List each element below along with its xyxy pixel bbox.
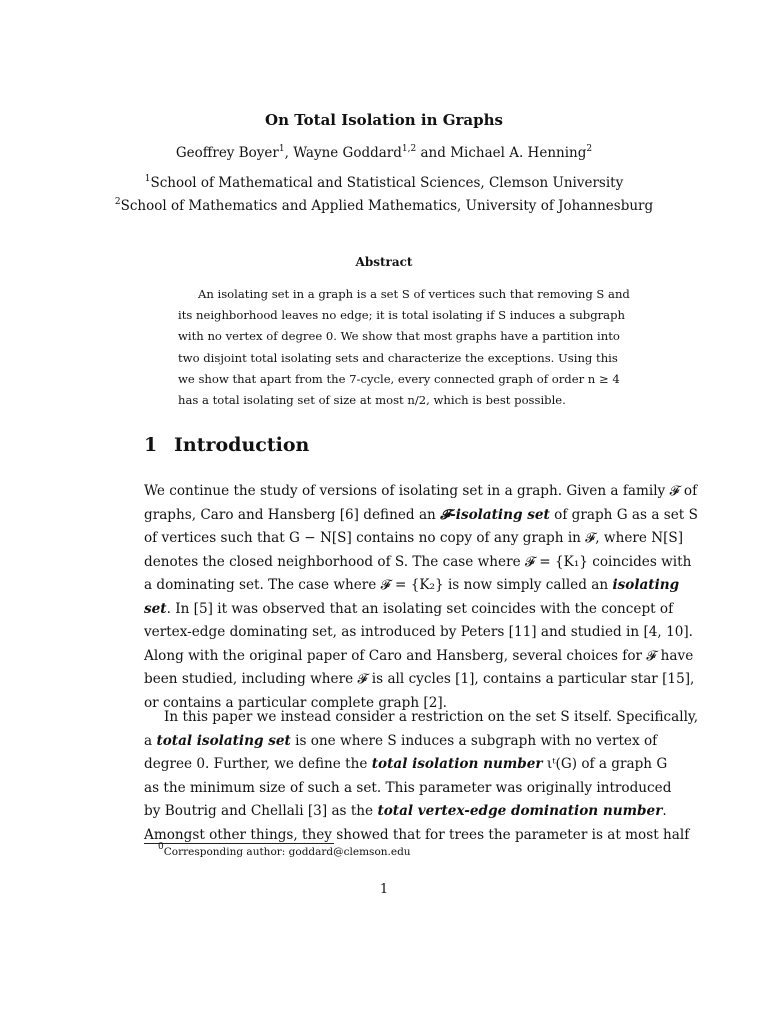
abstract-line: its neighborhood leaves no edge; it is total isolating if S induces a subgraph <box>178 308 625 323</box>
term-total-vertex-edge-domination-number: total vertex-edge domination number <box>377 803 663 819</box>
footnote-rule <box>144 843 334 844</box>
abstract-line: two disjoint total isolating sets and characterize the exceptions. Using this <box>178 350 618 365</box>
author-name: Michael A. Henning <box>450 145 587 161</box>
section-title: Introduction <box>174 434 310 456</box>
page-number: 1 <box>379 882 389 897</box>
author-name: Geoffrey Boyer <box>175 145 279 161</box>
term-total-isolating-set: total isolating set <box>156 732 291 749</box>
abstract-line: has a total isolating set of size at most n/2, which is best possible. <box>178 393 566 408</box>
section-number: 1 <box>144 434 158 456</box>
paper-title: On Total Isolation in Graphs <box>265 111 503 129</box>
affiliation-2: $^2$School of Mathematics and Applied Mathematics, University of Johannesburg <box>114 197 654 214</box>
abstract-line: An isolating set in a graph is a set S of vertices such that removing S and <box>198 287 630 301</box>
affiliation-1: $^1$School of Mathematical and Statistical Sciences, Clemson University <box>144 174 624 191</box>
author-affil-mark: 2 <box>586 144 593 154</box>
abstract-line: we show that apart from the 7-cycle, every connected graph of order n ≥ 4 <box>178 371 620 386</box>
intro-paragraph-1: We continue the study of versions of isolating set in a graph. Given a family 𝓕 of graphs, Caro and Hansberg [6] defined an 𝓕-isolating set of graph G as a set S of vertices such that G − N[S] contains no copy of any graph in 𝓕, where N[S] denotes the closed neighborhood of S. The case where 𝓕 = {K₁} coincides with a dominating set. The case where 𝓕 = {K₂} is now simply called an isolating set. In [5] it was observed that an isolating set coincides with the concept of vertex-edge dominating set, as introduced by Peters [11] and studied in [4, 10]. Along with the original paper of Caro and Hansberg, several choices for 𝓕 have been studied, including where 𝓕 is all cycles [1], contains a particular star [15], or contains a particular complete graph [2]. <box>144 483 698 711</box>
abstract-line: with no vertex of degree 0. We show that most graphs have a partition into <box>178 329 620 344</box>
footnote: $^0$Corresponding author: goddard@clemson.edu <box>158 842 411 858</box>
term-f-isolating-set: 𝓕-isolating set <box>440 506 550 523</box>
author-list: Geoffrey Boyer$^1$, Wayne Goddard$^{1,2}$ and Michael A. Henning$^2$ <box>175 144 593 161</box>
abstract-body <box>178 284 630 411</box>
term-total-isolation-number: total isolation number <box>371 756 543 772</box>
abstract-heading: Abstract <box>355 255 413 269</box>
intro-paragraph-2: In this paper we instead consider a restriction on the set S itself. Specifically, a total isolating set is one where S induces a subgraph with no vertex of degree 0. Further, we define the total isolation number ιᵗ(G) of a graph G as the minimum size of such a set. This parameter was originally introduced by Boutrig and Chellali [3] as the total vertex-edge domination number. Amongst other things, they showed that for trees the parameter is at most half <box>144 709 699 843</box>
term-isolating-set: isolating <box>612 577 680 593</box>
author-affil-mark: 1 <box>278 144 285 154</box>
author-name: Wayne Goddard <box>293 145 402 161</box>
author-affil-mark: 1,2 <box>401 144 417 154</box>
